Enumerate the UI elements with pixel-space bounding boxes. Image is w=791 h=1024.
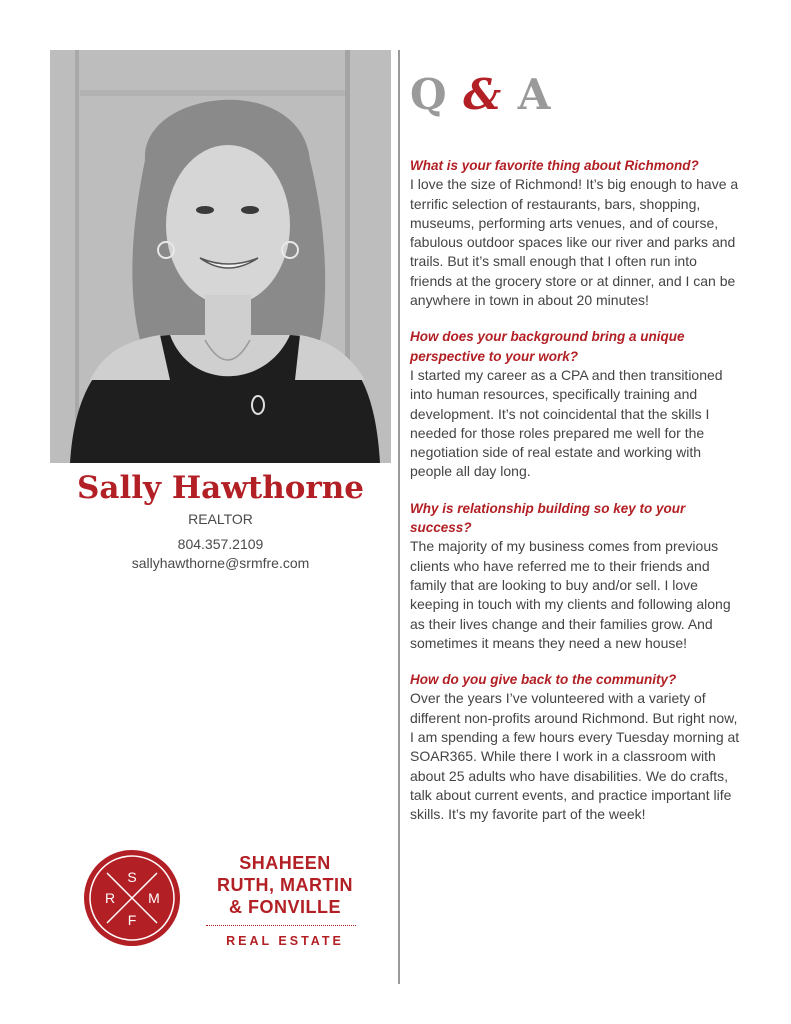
qa-question: How do you give back to the community? [410, 672, 677, 688]
qa-heading-ampersand: & [463, 70, 503, 119]
qa-heading-a: A [517, 70, 552, 119]
agent-phone: 804.357.2109 [177, 536, 264, 552]
firm-name-line-1: SHAHEEN [239, 853, 331, 873]
qa-answer: The majority of my business comes from previous clients who have referred me to their friends and family that are looking to buy and/or sell. I love keeping in touch with my clients and following along as their lives change and their families grow. And sometimes it means they need a new house! [410, 538, 731, 651]
qa-item [410, 670, 740, 824]
agent-name: Sally Hawthorne [76, 470, 365, 506]
firm-name-line-2: RUTH, MARTIN [217, 875, 353, 895]
firm-tagline: REAL ESTATE [226, 934, 344, 948]
seal-letter-s: S [127, 869, 137, 885]
agent-portrait [50, 50, 391, 463]
brokerage-seal-logo [82, 848, 182, 948]
qa-item [410, 156, 740, 310]
qa-item [410, 327, 740, 481]
logo-dotted-rule [206, 925, 356, 926]
seal-letter-f: F [127, 912, 137, 928]
qa-question: How does your background bring a unique perspective to your work? [410, 329, 685, 364]
qa-answer: I started my career as a CPA and then transitioned into human resources, specifically training and development. It’s not coincidental that the skills I needed for those roles prepared me well for the negotiation side of real estate and working with people all day long. [410, 366, 723, 480]
qa-list [410, 156, 740, 842]
seal-letter-m: M [148, 890, 160, 906]
qa-question: What is your favorite thing about Richmond? [410, 158, 699, 173]
qa-answer: Over the years I’ve volunteered with a variety of different non-profits around Richmond. But right now, I am spending a few hours every Tuesday morning at SOAR365. While there I work in a classroom with about 25 adults who have disabilities. We do crafts, talk about current events, and practice important life skills. It’s my favorite part of the week! [410, 690, 740, 823]
agent-role: REALTOR [188, 511, 253, 527]
agent-email: sallyhawthorne@srmfre.com [131, 555, 310, 571]
seal-letter-r: R [104, 890, 116, 906]
qa-heading [410, 70, 551, 119]
firm-name-line-3: & FONVILLE [229, 897, 341, 917]
qa-item [410, 499, 740, 653]
qa-heading-q: Q [410, 70, 448, 119]
column-divider [398, 50, 400, 984]
qa-answer: I love the size of Richmond! It’s big enough to have a terrific selection of restaurants, bars, shopping, museums, performing arts venues, and of course, fabulous outdoor spaces like our river and parks and trails. But it’s small enough that I often run into friends at the grocery store or at dinner, and I can be anywhere in town in about 20 minutes! [410, 176, 739, 309]
qa-question: Why is relationship building so key to your success? [410, 500, 686, 536]
